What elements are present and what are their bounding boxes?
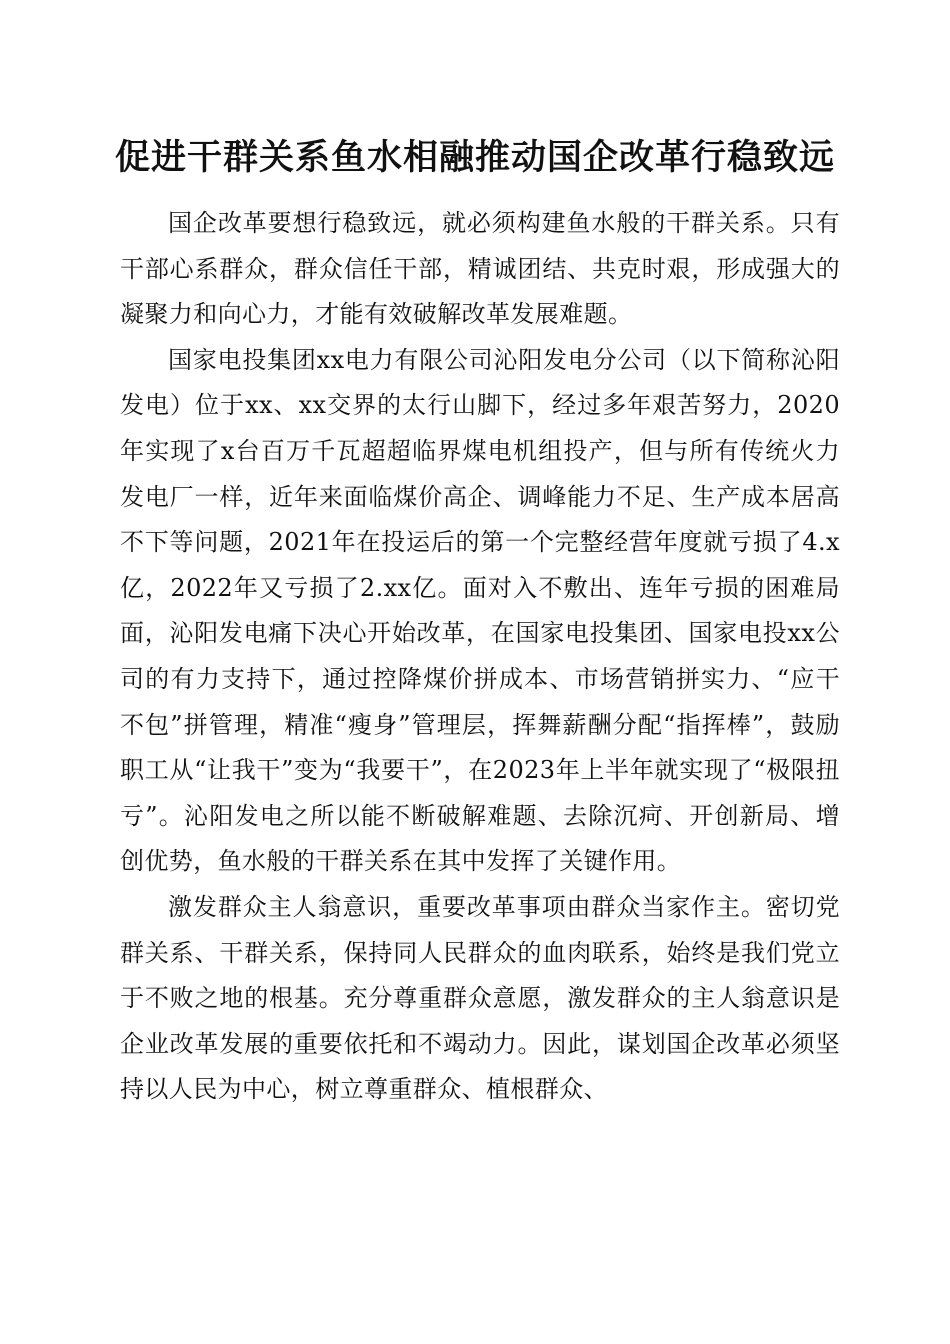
document-body: [120, 201, 840, 1113]
paragraph: 激发群众主人翁意识，重要改革事项由群众当家作主。密切党群关系、干群关系，保持同人民群众的血肉联系，始终是我们党立于不败之地的根基。充分尊重群众意愿，激发群众的主人翁意识是企业改革发展的重要依托和不竭动力。因此，谋划国企改革必须坚持以人民为中心，树立尊重群众、植根群众、: [120, 892, 840, 1104]
paragraph: 国家电投集团xx电力有限公司沁阳发电分公司（以下简称沁阳发电）位于xx、xx交界的太行山脚下，经过多年艰苦努力，2020年实现了x台百万千瓦超超临界煤电机组投产，但与所有传统火力发电厂一样，近年来面临煤价高企、调峰能力不足、生产成本居高不下等问题，2021年在投运后的第一个完整经营年度就亏损了4.x亿，2022年又亏损了2.xx亿。面对入不敷出、连年亏损的困难局面，沁阳发电痛下决心开始改革，在国家电投集团、国家电投xx公司的有力支持下，通过控降煤价拼成本、市场营销拼实力、“应干不包”拼管理，精准“瘦身”管理层，挥舞薪酬分配“指挥棒”，鼓励职工从“让我干”变为“我要干”，在2023年上半年就实现了“极限扭亏”。沁阳发电之所以能不断破解难题、去除沉疴、开创新局、增创优势，鱼水般的干群关系在其中发挥了关键作用。: [120, 345, 840, 876]
paragraph: 国企改革要想行稳致远，就必须构建鱼水般的干群关系。只有干部心系群众，群众信任干部，精诚团结、共克时艰，形成强大的凝聚力和向心力，才能有效破解改革发展难题。: [120, 209, 840, 329]
document-title: 促进干群关系鱼水相融推动国企改革行稳致远: [114, 137, 835, 178]
